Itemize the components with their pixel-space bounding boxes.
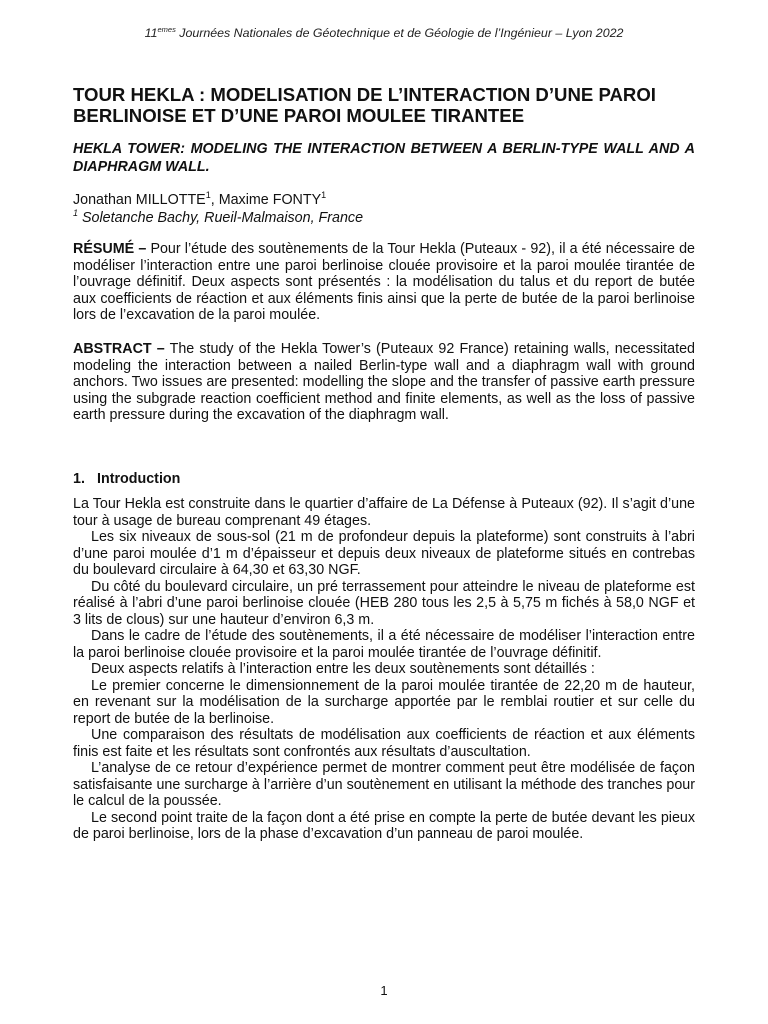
section-heading-introduction: [73, 470, 180, 488]
resume-text: Pour l’étude des soutènements de la Tour Hekla (Puteaux - 92), il a été nécessaire de modéliser l’interaction entre une paroi berlinoise clouée provisoire et la paroi moulée tirantée de l’ouvrage définitif. Deux aspects sont présentés : la modélisation du talus et du report de butée aux coefficients de réaction et aux éléments finis ainsi que la perte de butée de la paroi berlinoise lors de l’excavation de la paroi moulée.: [73, 241, 695, 323]
header-ordinal-sup: emes: [157, 24, 176, 34]
author-2: Maxime FONTY: [218, 192, 322, 208]
header-ordinal: 11: [144, 26, 158, 40]
paper-page: [73, 0, 695, 1024]
intro-paragraph: Une comparaison des résultats de modélisation aux coefficients de réaction et aux éléments finis est faite et les résultats sont confrontés aux résultats d’auscultation.: [73, 727, 695, 760]
paper-title: TOUR HEKLA : MODELISATION DE L’INTERACTION D’UNE PAROI BERLINOISE ET D’UNE PAROI MOULEE TIRANTEE: [73, 84, 656, 126]
resume-paragraph: [73, 241, 695, 324]
intro-paragraph: Le premier concerne le dimensionnement de la paroi moulée tirantée de 22,20 m de hauteur, en revenant sur la modélisation de la surcharge apportée par le remblai routier et sur celle du report de butée de la berlinoise.: [73, 677, 695, 727]
conference-header: [73, 26, 695, 40]
section-number: 1.: [73, 471, 85, 487]
intro-paragraph: Les six niveaux de sous-sol (21 m de profondeur depuis la plateforme) sont construits à l’abri d’une paroi moulée d’1 m d’épaisseur et depuis deux niveaux de plateforme situés en contrebas du boulevard circulaire à 64,30 et 63,30 NGF.: [73, 529, 695, 578]
intro-paragraph: Du côté du boulevard circulaire, un pré terrassement pour atteindre le niveau de plateforme est réalisé à l’abri d’une paroi berlinoise clouée (HEB 280 tous les 2,5 à 5,75 m fichés à 58,0 NGF et 3 lits de clous) sur une hauteur d’environ 6,3 m.: [73, 578, 695, 628]
author-1-affiliation-mark: 1: [205, 190, 211, 201]
author-2-affiliation-mark: 1: [321, 190, 327, 201]
paper-subtitle-english: HEKLA TOWER: MODELING THE INTERACTION BETWEEN A BERLIN-TYPE WALL AND A DIAPHRAGM WALL.: [73, 141, 695, 175]
section-title: Introduction: [97, 471, 181, 487]
author-separator: ,: [210, 192, 219, 208]
header-text: Journées Nationales de Géotechnique et de Géologie de l’Ingénieur – Lyon 2022: [175, 26, 624, 40]
affiliation-mark: 1: [73, 208, 79, 219]
intro-paragraph: Le second point traite de la façon dont a été prise en compte la perte de butée devant les pieux de paroi berlinoise, lors de la phase d’excavation d’un panneau de paroi moulée.: [73, 809, 695, 842]
author-1: Jonathan MILLOTTE: [73, 192, 206, 208]
abstract-paragraph: [73, 341, 695, 424]
intro-paragraph: Deux aspects relatifs à l’interaction entre les deux soutènements sont détaillés :: [91, 661, 595, 677]
intro-paragraph: La Tour Hekla est construite dans le quartier d’affaire de La Défense à Puteaux (92). Il s’agit d’une tour à usage de bureau comprenant 49 étages.: [73, 496, 695, 529]
intro-paragraph: Dans le cadre de l’étude des soutènements, il a été nécessaire de modéliser l’interaction entre la paroi berlinoise clouée provisoire et la paroi moulée tirantée de l’ouvrage définitif.: [73, 628, 695, 661]
affiliation-line: [73, 209, 363, 227]
authors-line: [73, 191, 326, 209]
resume-label: RÉSUMÉ –: [73, 241, 147, 257]
intro-paragraph: L’analyse de ce retour d’expérience permet de montrer comment peut être modélisée de façon satisfaisante une surcharge à l’arrière d’un soutènement en utilisant la méthode des tranches pour le calcul de la poussée.: [73, 760, 695, 809]
affiliation-text: Soletanche Bachy, Rueil-Malmaison, France: [78, 210, 364, 226]
abstract-label: ABSTRACT –: [73, 341, 165, 357]
introduction-body: [73, 496, 695, 843]
abstract-text: The study of the Hekla Tower’s (Puteaux 92 France) retaining walls, necessitated modeling the interaction between a nailed Berlin-type wall and a diaphragm wall with ground anchors. Two issues are presented: modelling the slope and the transfer of passive earth pressure using the subgrade reaction coefficient method and finite elements, as well as the loss of passive earth pressure during the excavation of the diaphragm wall.: [73, 341, 695, 423]
page-number: 1: [380, 983, 388, 998]
